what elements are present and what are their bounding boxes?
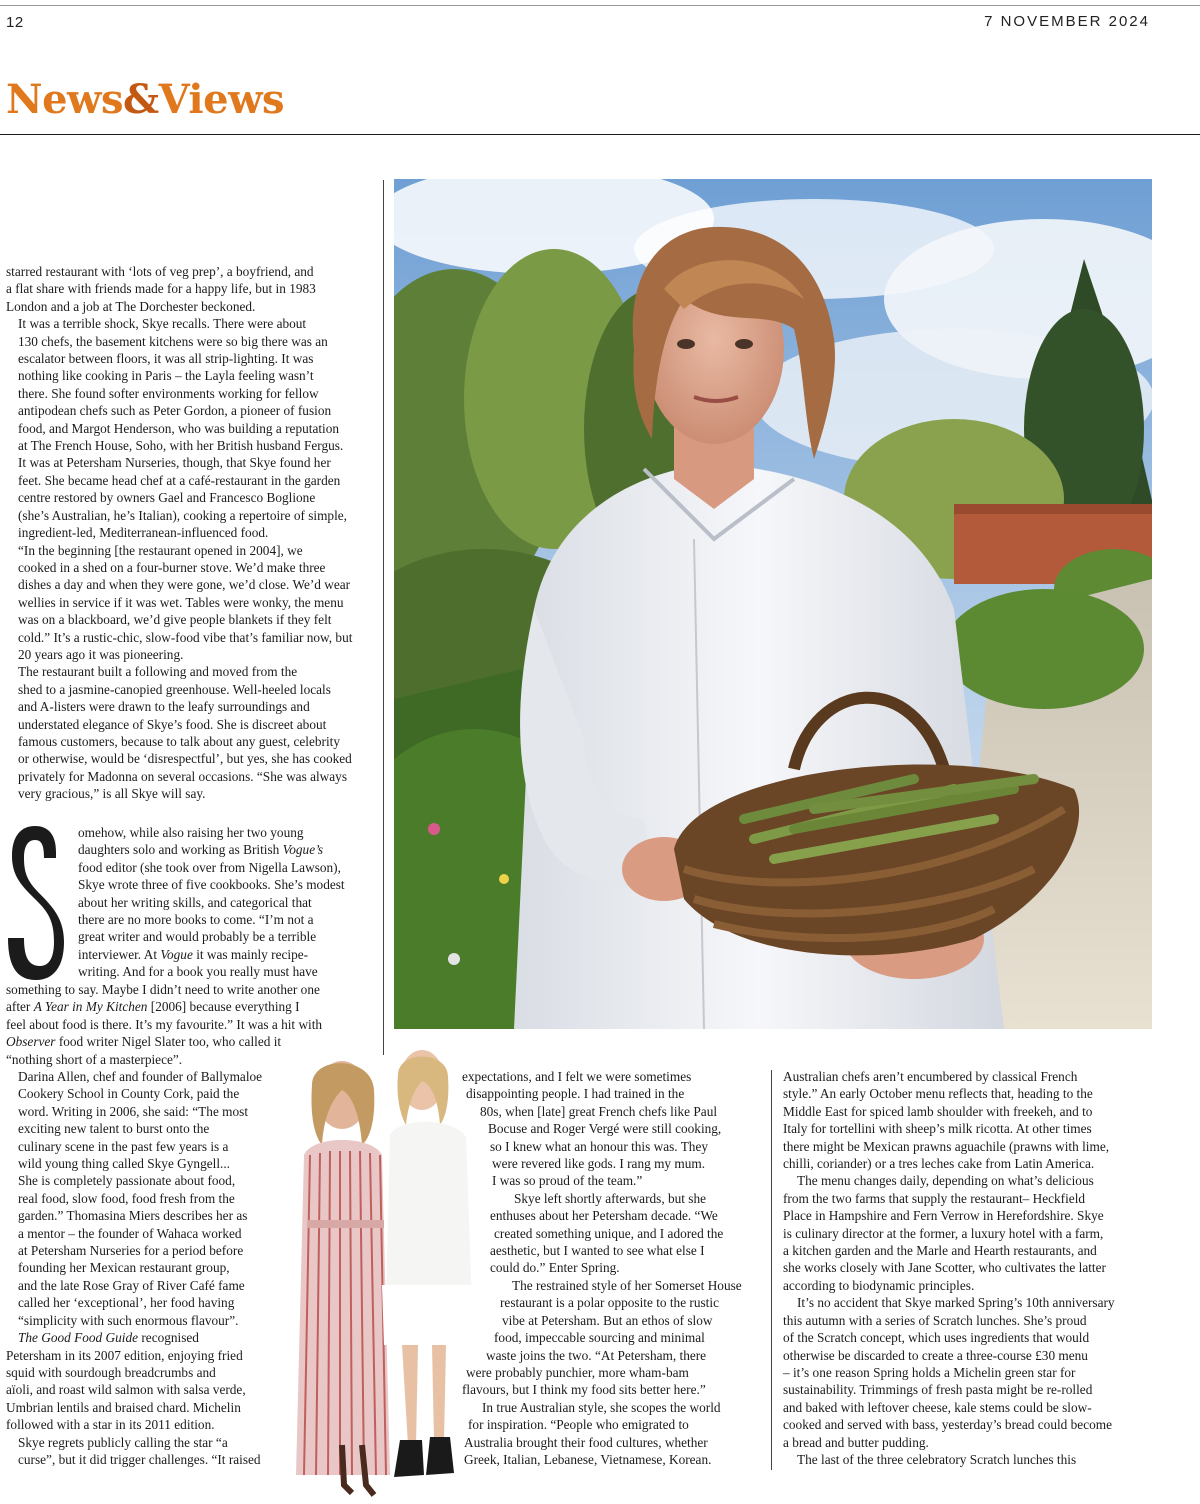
text-line: wellies in service if it was wet. Tables were wonky, the menu <box>18 594 344 610</box>
text-line: The menu changes daily, depending on what’s delicious <box>797 1173 1094 1189</box>
text-line: starred restaurant with ‘lots of veg prep’, a boyfriend, and <box>6 264 314 279</box>
text-line: understated elegance of Skye’s food. She is discreet about <box>18 716 327 732</box>
text-line: – it’s one reason Spring holds a Michelin green star for <box>783 1364 1076 1380</box>
masthead-rule <box>0 134 1200 135</box>
text-line: a bread and butter pudding. <box>783 1434 929 1450</box>
text-line: restaurant is a polar opposite to the rustic <box>500 1295 719 1311</box>
text-line: something to say. Maybe I didn’t need to write another one <box>6 982 320 997</box>
text-line: at Petersham Nurseries for a period before <box>18 1243 244 1259</box>
column-rule-right <box>771 1070 772 1470</box>
text-line <box>6 1329 286 1346</box>
article-column-3 <box>783 1068 1155 1468</box>
text-line: very gracious,” is all Skye will say. <box>18 786 206 802</box>
text-line: chilli, coriander) or a tres leches cake from Latin America. <box>783 1156 1095 1172</box>
text-line: Place in Hampshire and Fern Verrow in Herefordshire. Skye <box>783 1208 1104 1224</box>
text-line: The restrained style of her Somerset House <box>512 1277 742 1293</box>
text-line: about her writing skills, and categorical that <box>78 894 312 910</box>
text-line: feel about food is there. It’s my favourite.” It was a hit with <box>6 1016 323 1032</box>
text-line: In true Australian style, she scopes the world <box>482 1399 721 1415</box>
text-line: 20 years ago it was pioneering. <box>18 646 184 662</box>
text-line: of the Scratch concept, which uses ingredients that would <box>783 1330 1090 1346</box>
text-line: aesthetic, but I wanted to see what else I <box>490 1243 705 1259</box>
text-line: Skye wrote three of five cookbooks. She’s modest <box>78 877 345 893</box>
text-line <box>78 946 378 963</box>
text-line: nothing like cooking in Paris – the Layla feeling wasn’t <box>18 368 314 384</box>
text-line: ingredient-led, Mediterranean-influenced food. <box>18 525 269 541</box>
text-line <box>78 841 378 858</box>
publication-title: Vogue’s <box>282 842 323 858</box>
text-line: founding her Mexican restaurant group, <box>18 1260 230 1276</box>
text-line: famous customers, because to talk about any guest, celebrity <box>18 733 340 749</box>
text-line: otherwise be discarded to create a three-course £30 menu <box>783 1347 1088 1363</box>
text-line: were revered like gods. I rang my mum. <box>492 1156 706 1172</box>
text-line: at The French House, Soho, with her British husband Fergus. <box>18 438 344 454</box>
drop-cap-letter-s <box>4 822 66 982</box>
publication-title: The Good Food Guide <box>18 1330 139 1346</box>
section-masthead <box>6 76 285 123</box>
text-line: for inspiration. “People who emigrated to <box>468 1417 689 1433</box>
drop-cap <box>4 822 66 982</box>
text-line: cold.” It’s a rustic-chic, slow-food vibe that’s familiar now, but <box>18 629 353 645</box>
text-fragment: interviewer. At <box>78 946 158 962</box>
text-line: Greek, Italian, Lebanese, Vietnamese, Korean. <box>464 1451 712 1467</box>
text-line: disappointing people. I had trained in the <box>466 1086 685 1102</box>
text-line: according to biodynamic principles. <box>783 1277 975 1293</box>
text-line: Middle East for spiced lamb shoulder with freekeh, and to <box>783 1103 1093 1119</box>
text-line: a kitchen garden and the Marle and Hearth restaurants, and <box>783 1243 1097 1259</box>
text-fragment: it was mainly recipe- <box>196 946 309 962</box>
text-line: garden.” Thomasina Miers describes her as <box>18 1208 248 1224</box>
publication-title: Observer <box>6 1034 56 1050</box>
text-line: The last of the three celebratory Scratch lunches this <box>797 1451 1077 1467</box>
text-line: she works closely with Jane Scotter, who cultivates the latter <box>783 1260 1106 1276</box>
text-line: enthuses about her Petersham decade. “We <box>490 1208 718 1224</box>
paragraph <box>6 315 378 454</box>
text-line: word. Writing in 2006, she said: “The most <box>18 1103 249 1119</box>
text-line: Italy for tortellini with sheep’s milk ricotta. At other times <box>783 1121 1092 1137</box>
text-line: antipodean chefs such as Peter Gordon, a pioneer of fusion <box>18 403 332 419</box>
text-line: London and a job at The Dorchester beckoned. <box>6 298 256 314</box>
text-line: centre restored by owners Gael and Francesco Boglione <box>18 490 316 506</box>
paragraph <box>6 454 378 541</box>
text-fragment: food writer Nigel Slater too, who called it <box>58 1034 282 1050</box>
paragraph <box>6 1068 286 1329</box>
text-line: there. She found softer environments working for fellow <box>18 385 319 401</box>
text-line: Australian chefs aren’t encumbered by classical French <box>783 1069 1078 1084</box>
text-fragment: after <box>6 999 31 1015</box>
article-column-1-bottom <box>6 1068 286 1468</box>
text-line: food, impeccable sourcing and minimal <box>494 1330 705 1346</box>
book-title: A Year in My Kitchen <box>33 999 148 1015</box>
text-line <box>6 998 378 1015</box>
text-line: Australia brought their food cultures, whether <box>464 1434 708 1450</box>
text-line: this autumn with a series of Scratch lunches. She’s proud <box>783 1312 1087 1328</box>
text-line: and the late Rose Gray of River Café fame <box>18 1277 245 1293</box>
text-line: “In the beginning [the restaurant opened in 2004], we <box>18 542 303 558</box>
masthead-views: Views <box>158 76 285 123</box>
text-fragment: daughters solo and working as British <box>78 842 280 858</box>
top-rule <box>0 5 1200 6</box>
text-line: food, and Margot Henderson, who was building a reputation <box>18 420 340 436</box>
chef-portrait-photo <box>394 179 1152 1029</box>
text-line: 130 chefs, the basement kitchens were so big there was an <box>18 333 328 349</box>
text-line: cooked and served with bass, yesterday’s bread could become <box>783 1417 1112 1433</box>
text-line: real food, slow food, food fresh from the <box>18 1190 235 1206</box>
text-fragment: recognised <box>141 1330 199 1346</box>
text-line: It was at Petersham Nurseries, though, that Skye found her <box>18 455 331 471</box>
article-column-1 <box>6 263 378 803</box>
text-line: writing. And for a book you really must have <box>78 964 318 980</box>
publication-title: Vogue <box>160 946 193 962</box>
text-line: style.” An early October menu reflects that, heading to the <box>783 1086 1093 1102</box>
text-line: were probably punchier, more wham-bam <box>466 1364 689 1380</box>
text-line: privately for Madonna on several occasions. “She was always <box>18 768 347 784</box>
text-line: I was so proud of the team.” <box>492 1173 643 1189</box>
page-number: 12 <box>6 14 24 31</box>
text-line: and A-listers were drawn to the leafy surroundings and <box>18 699 310 715</box>
text-line: flavours, but I think my food sits better here.” <box>462 1382 706 1398</box>
text-line: The restaurant built a following and moved from the <box>18 664 298 680</box>
text-fragment: [2006] because everything I <box>150 999 300 1015</box>
text-line: or otherwise, would be ‘disrespectful’, but yes, she has cooked <box>18 751 352 767</box>
text-line: culinary scene in the past few years is a <box>18 1138 229 1154</box>
text-line: Skye left shortly afterwards, but she <box>514 1190 707 1206</box>
text-line: could do.” Enter Spring. <box>490 1260 620 1276</box>
paragraph <box>6 542 378 664</box>
article-column-2 <box>462 1068 767 1468</box>
text-line: expectations, and I felt we were sometimes <box>462 1069 692 1084</box>
paragraph <box>6 663 378 802</box>
text-line: Skye regrets publicly calling the star “a <box>18 1434 228 1450</box>
mother-daughter-photo <box>282 1045 478 1500</box>
text-line: so I knew what an honour this was. They <box>490 1138 709 1154</box>
text-line: Cookery School in County Cork, paid the <box>18 1086 240 1102</box>
text-line: “nothing short of a masterpiece”. <box>6 1051 183 1067</box>
text-line: vibe at Petersham. But an ethos of slow <box>502 1312 713 1328</box>
text-line: great writer and would probably be a terrible <box>78 929 317 945</box>
text-line: (she’s Australian, he’s Italian), cooking a repertoire of simple, <box>18 507 347 523</box>
text-line: exciting new talent to burst onto the <box>18 1121 210 1137</box>
text-line: aïoli, and roast wild salmon with salsa verde, <box>6 1382 246 1398</box>
text-line: It’s no accident that Skye marked Spring’s 10th anniversary <box>797 1295 1115 1311</box>
text-line: was on a blackboard, we’d give people blankets if they felt <box>18 612 332 628</box>
text-line: Darina Allen, chef and founder of Ballymaloe <box>18 1069 263 1084</box>
text-line: She is completely passionate about food, <box>18 1173 236 1189</box>
masthead-ampersand: & <box>122 76 159 123</box>
text-line: there are no more books to come. “I’m not a <box>78 912 314 928</box>
column-rule-left <box>383 180 384 1055</box>
paragraph <box>6 263 378 315</box>
text-line: waste joins the two. “At Petersham, there <box>486 1347 707 1363</box>
text-line: Umbrian lentils and braised chard. Michelin <box>6 1399 241 1415</box>
text-line: followed with a star in its 2011 edition. <box>6 1417 215 1433</box>
text-line: escalator between floors, it was all strip-lighting. It was <box>18 351 314 367</box>
text-line: created something unique, and I adored the <box>494 1225 724 1241</box>
text-line: omehow, while also raising her two young <box>78 825 304 840</box>
paragraph <box>6 1434 286 1469</box>
text-line: Petersham in its 2007 edition, enjoying fried <box>6 1347 243 1363</box>
text-line: Bocuse and Roger Vergé were still cooking, <box>488 1121 722 1137</box>
text-line: called her ‘exceptional’, her food having <box>18 1295 235 1311</box>
text-line: 80s, when [late] great French chefs like Paul <box>480 1103 718 1119</box>
text-line: dishes a day and when they were gone, we’d close. We’d wear <box>18 577 351 593</box>
article-column-1-dropcap-block <box>78 824 378 981</box>
text-line: “simplicity with such enormous flavour”. <box>18 1312 239 1328</box>
masthead-news: News <box>6 76 123 123</box>
text-line: squid with sourdough breadcrumbs and <box>6 1364 216 1380</box>
text-line: wild young thing called Skye Gyngell... <box>18 1156 230 1172</box>
paragraph <box>6 1347 286 1434</box>
text-line: feet. She became head chef at a café-restaurant in the garden <box>18 472 341 488</box>
issue-date: 7 NOVEMBER 2024 <box>984 13 1150 30</box>
text-line: shed to a jasmine-canopied greenhouse. Well-heeled locals <box>18 681 331 697</box>
text-line: sustainability. Trimmings of fresh pasta might be re-rolled <box>783 1382 1093 1398</box>
text-line: is culinary director at the former, a luxury hotel with a farm, <box>783 1225 1104 1241</box>
text-line: a flat share with friends made for a happy life, but in 1983 <box>6 281 316 297</box>
text-line: It was a terrible shock, Skye recalls. There were about <box>18 316 307 332</box>
text-line: a mentor – the founder of Wahaca worked <box>18 1225 242 1241</box>
text-line: food editor (she took over from Nigella Lawson), <box>78 859 341 875</box>
photo-two-women <box>282 1045 478 1500</box>
text-line: curse”, but it did trigger challenges. “It raised <box>18 1451 261 1467</box>
photo-chef-with-basket <box>394 179 1152 1029</box>
text-line: and baked with leftover cheese, kale stems could be slow- <box>783 1399 1092 1415</box>
text-line: there might be Mexican prawns aguachile (prawns with lime, <box>783 1138 1110 1154</box>
text-line: from the two farms that supply the restaurant– Heckfield <box>783 1190 1086 1206</box>
text-line: cooked in a shed on a four-burner stove. We’d make three <box>18 559 326 575</box>
